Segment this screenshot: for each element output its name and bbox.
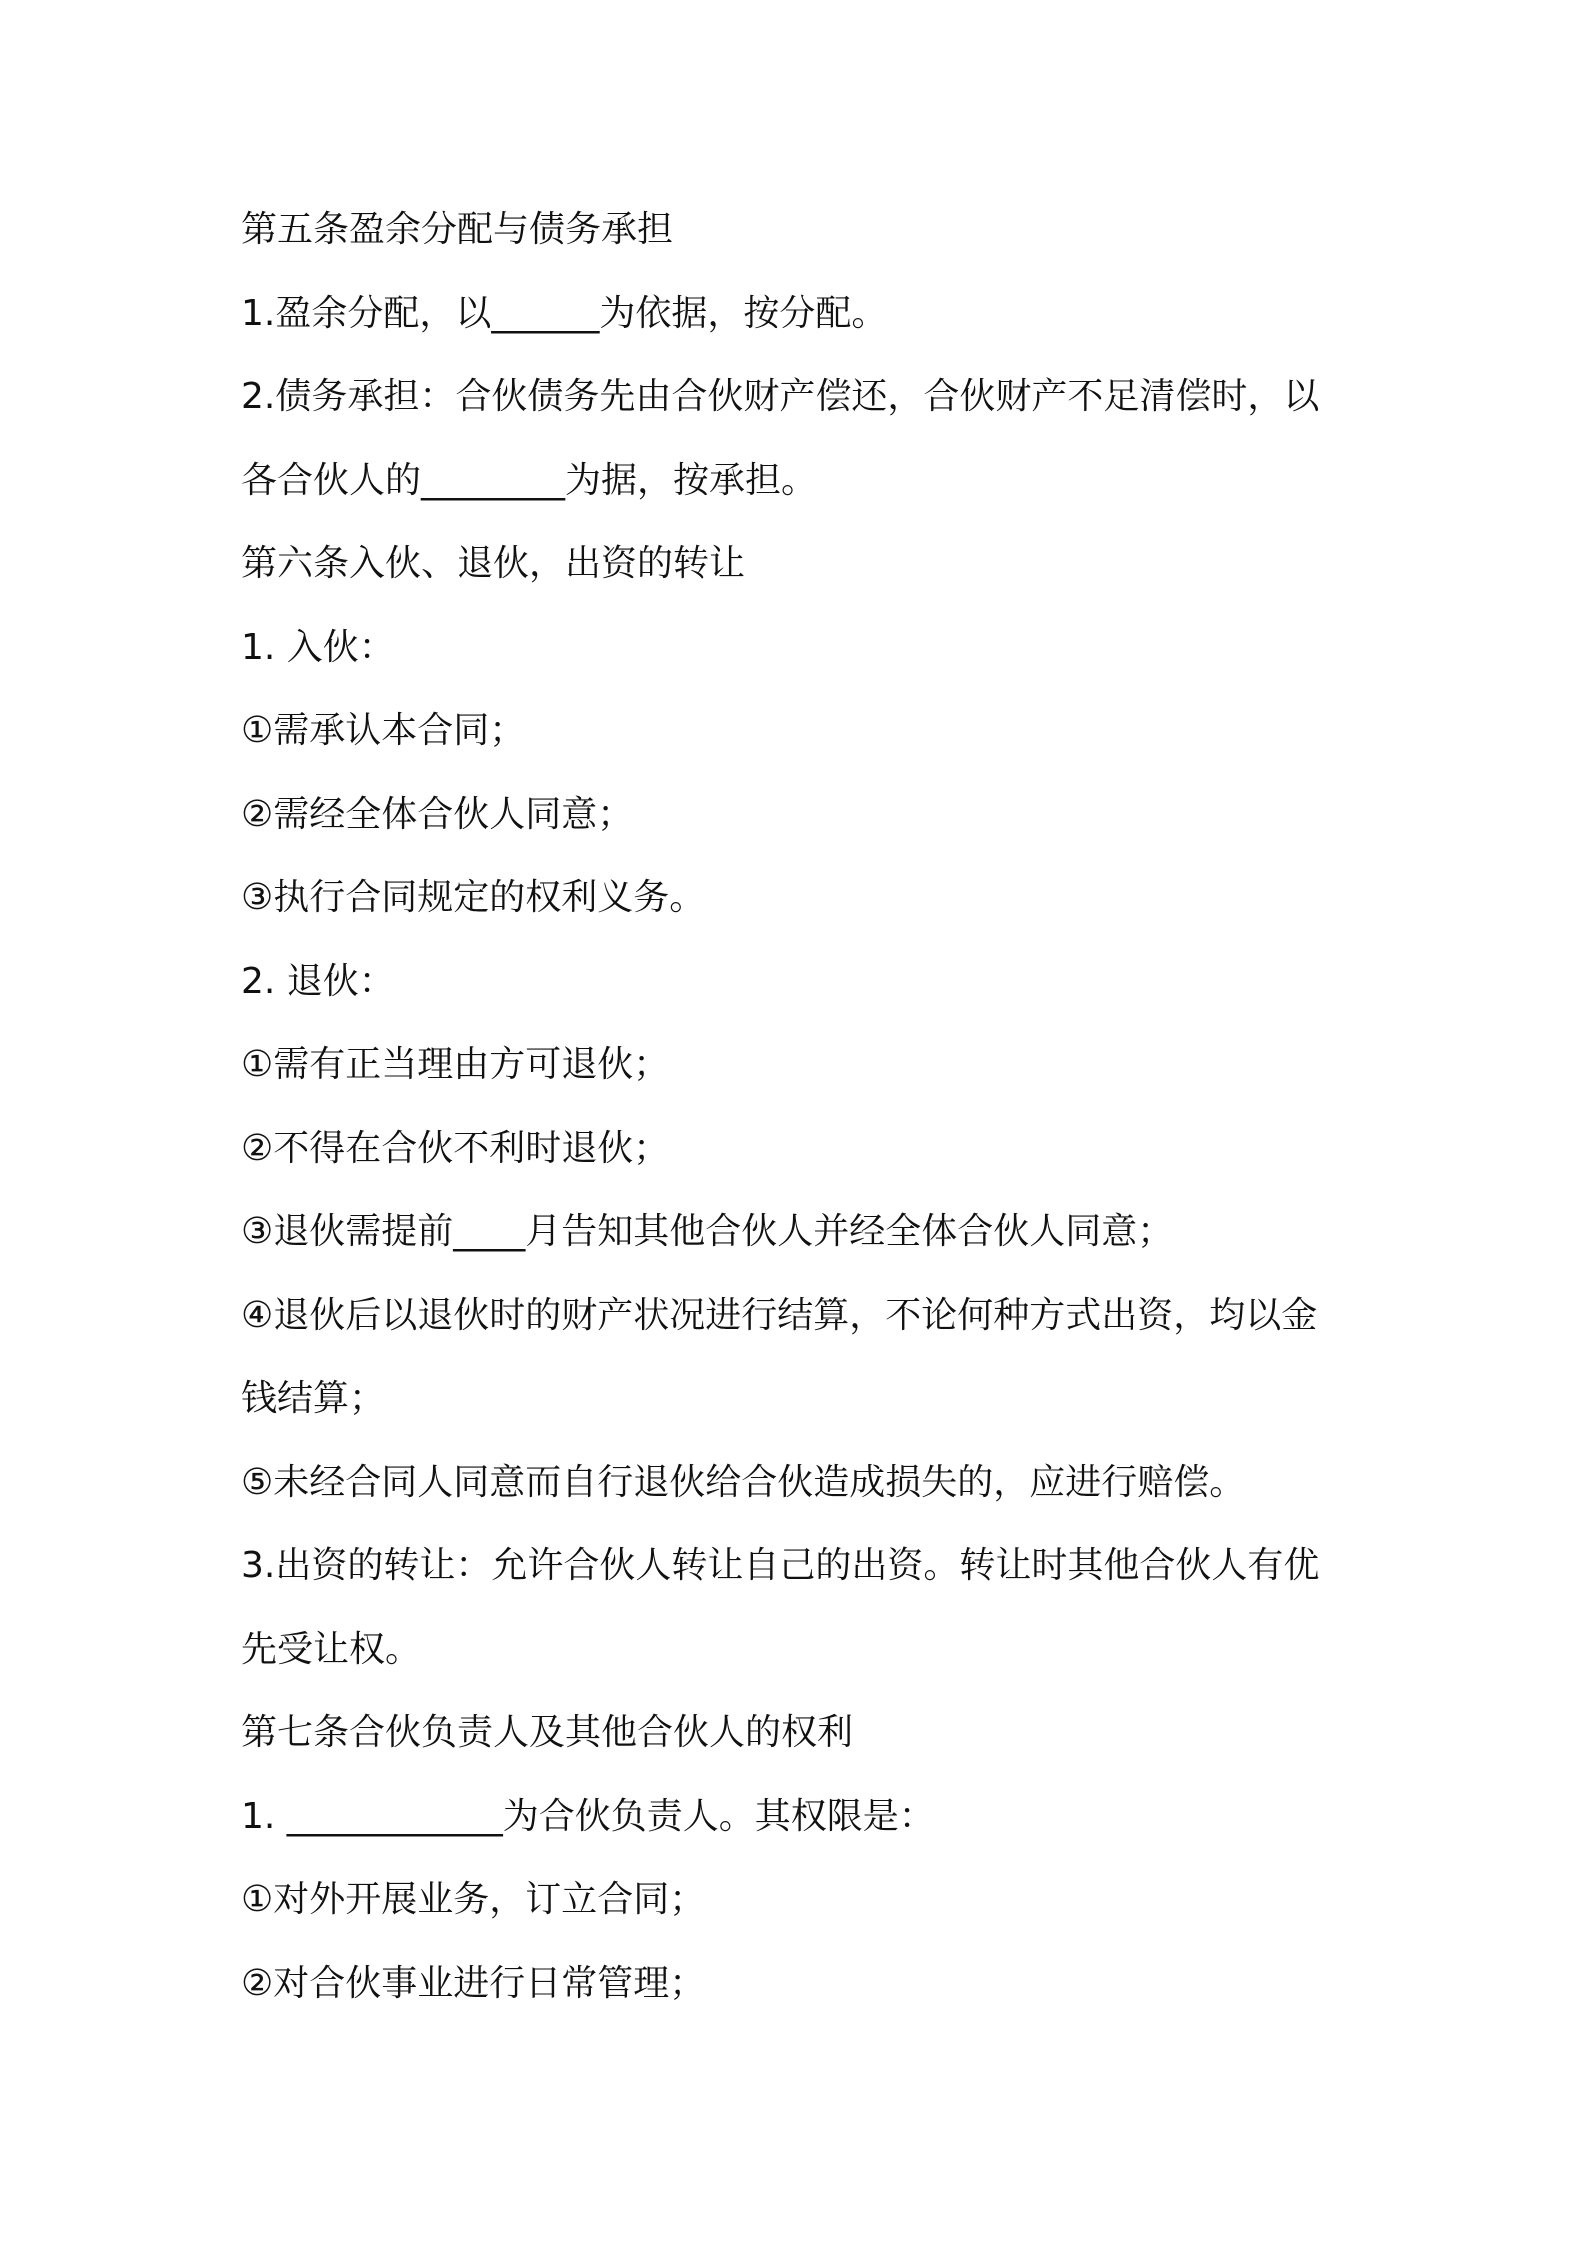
list-item: ②不得在合伙不利时退伙； [241, 1127, 670, 1169]
section-heading-article-7: 第七条合伙负责人及其他合伙人的权利 [241, 1712, 854, 1753]
subheading-withdrawal: 2. 退伙： [241, 960, 395, 1002]
clause-debt-liability: 2.债务承担：合伙债务先由合伙财产偿还，合伙财产不足清偿时，以 [241, 376, 1320, 417]
list-item: ①需有正当理由方可退伙； [241, 1044, 670, 1085]
section-heading-article-5: 第五条盈余分配与债务承担 [241, 209, 674, 250]
clause-profit-distribution: 1.盈余分配，以______为依据，按分配。 [241, 292, 888, 334]
clause-capital-transfer-cont: 先受让权。 [241, 1628, 422, 1670]
list-item: ②对合伙事业进行日常管理； [241, 1962, 706, 2004]
clause-capital-transfer: 3.出资的转让：允许合伙人转让自己的出资。转让时其他合伙人有优 [241, 1545, 1320, 1586]
list-item: ⑤未经合同人同意而自行退伙给合伙造成损失的，应进行赔偿。 [241, 1461, 1246, 1503]
list-item: ③执行合同规定的权利义务。 [241, 877, 706, 918]
subheading-joining: 1. 入伙： [241, 626, 395, 668]
clause-debt-liability-cont: 各合伙人的________为据，按承担。 [241, 459, 818, 501]
list-item: ①对外开展业务，订立合同； [241, 1879, 706, 1920]
list-item: ①需承认本合同； [241, 710, 526, 751]
list-item: ②需经全体合伙人同意； [241, 793, 634, 835]
list-item: ③退伙需提前____月告知其他合伙人并经全体合伙人同意； [241, 1211, 1174, 1252]
clause-partnership-leader: 1. ____________为合伙负责人。其权限是： [241, 1795, 935, 1837]
section-heading-article-6: 第六条入伙、退伙，出资的转让 [241, 543, 746, 584]
list-item: ④退伙后以退伙时的财产状况进行结算，不论何种方式出资，均以金 [241, 1294, 1318, 1336]
document-body [241, 200, 1361, 2037]
list-item-cont: 钱结算； [241, 1378, 386, 1419]
